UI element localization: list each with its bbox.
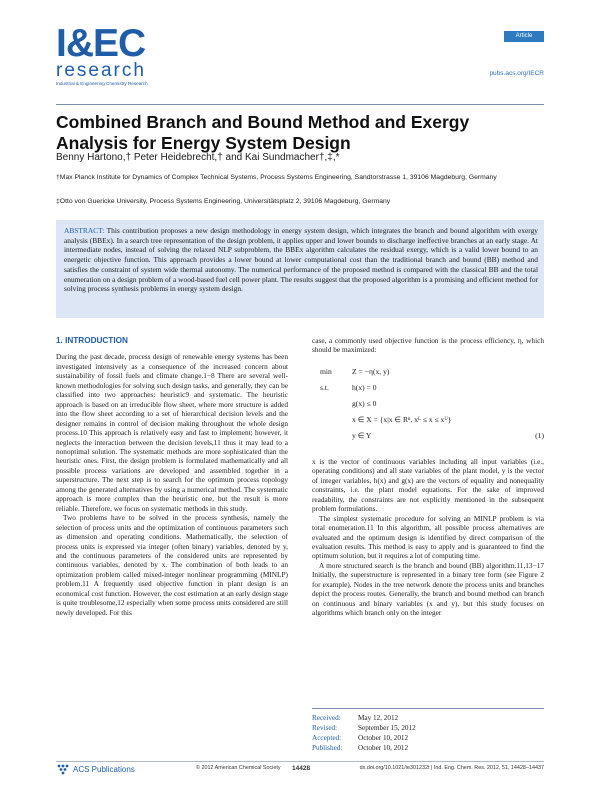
author-list: Benny Hartono,† Peter Heidebrecht,† and Kai Sundmacher†,‡,* — [56, 152, 340, 163]
section-heading: 1. INTRODUCTION — [56, 336, 128, 345]
equation-objective: Z = −η(x, y) — [352, 366, 390, 376]
date-label: Published: — [312, 744, 343, 752]
affiliation-1: †Max Planck Institute for Dynamics of Complex Technical Systems, Process Systems Engineering, Sandtorstrasse 1, 39106 Magdeburg, Germany — [56, 174, 497, 181]
logo-sub-text: research — [56, 60, 146, 81]
equation-constraint: h(x) = 0 — [352, 382, 377, 392]
equation-constraint: y ∈ Y — [352, 430, 372, 440]
footer-divider — [56, 761, 544, 762]
masthead-divider — [56, 104, 544, 105]
logo-tagline: Industrial & Engineering Chemistry Research — [56, 81, 148, 86]
acs-icon — [56, 763, 70, 775]
equation-1 — [312, 361, 544, 453]
equation-number: (1) — [535, 430, 544, 440]
doi-citation[interactable]: dx.doi.org/10.1021/ie301232t | Ind. Eng. Chem. Res. 2012, 51, 14428−14437 — [359, 765, 544, 771]
article-type-badge: Article — [504, 31, 544, 42]
page-number: 14428 — [292, 765, 311, 772]
intro-paragraph-4: x is the vector of continuous variables including all input variables (i.e., operating conditions) and all state variables of the plant model, y is the vector of integer variables, h(x) and g(x) are the vectors of equality and nonequality constraints, i.e. the plant model equations. For the sake of improved readability, the constraints are not explicitly mentioned in the subsequent problem formulations. — [312, 456, 544, 514]
left-column — [56, 336, 288, 617]
date-value: May 12, 2012 — [358, 714, 399, 722]
publisher-name: ACS Publications — [73, 764, 135, 774]
intro-paragraph-1: During the past decade, process design of renewable energy systems has been investigated intensively as a consequence of the increased concern about sustainability of fossil fuels and climate change.1−8 There are several well-known methodologies for solving such design tasks, and generally, they can be classified into two approaches: heuristic9 and systematic. The heuristic approach is based on an irreducible flow sheet, where more structure is added into the flow sheet according to a set of hierarchical decision levels and the designer remains in control of decision making throughout the whole design process.10 This approach is relatively easy and fast to implement; however, it neglects the interaction between the decision levels,11 thus it may lead to a nonoptimal solution. The systematic methods are more sophisticated than the heuristic ones. First, the design problem is formulated mathematically and all possible process variations are developed and assembled together in a superstructure. The next step is to search for the optimum process topology among the generated alternatives by using a numerical method. The systematic approach is more complex than the heuristic one, but the result is more reliable. Therefore, we focus on systematic methods in this study. — [56, 352, 288, 513]
intro-paragraph-2: Two problems have to be solved in the process synthesis, namely the selection of process units and the optimization of continuous parameters such as dimension and operating conditions. Mathematically, the selection of process units is expressed via integer (often binary) variables, denoted by y, and the continuous parameters of the considered units are represented by continuous variables, denoted by x. The combination of both leads to an optimization problem called mixed-integer nonlinear programming (MINLP) problem.11 A frequently used objective function in plant design is an economical cost function. However, the cost estimation at an early design stage is quite troublesome,12 especially when some process units considered are still newly developed. For this — [56, 513, 288, 617]
dates-divider — [312, 708, 544, 709]
date-label: Revised: — [312, 724, 338, 732]
journal-logo — [56, 22, 186, 86]
equation-constraint: x ∈ X = {x|x ∈ Rⁿ, xᴸ ≤ x ≤ xᵁ} — [352, 414, 452, 424]
equation-constraint: g(x) ≤ 0 — [352, 398, 377, 408]
abstract-body: This contribution proposes a new design methodology in energy system design, which integrates the branch and bound algorithm with exergy analysis (BBEx). In a search tree representation of the design problem, it applies upper and lower bounds to discharge ineffective branches at an early stage. At intermediate nodes, instead of solving the relaxed NLP subproblem, the BBEx algorithm calculates the residual exergy, which is a valid lower bound to an energetic objective function. This approach provides a lower bound at lower computational cost than the traditional branch and bound (BB) method and satisfies the constraint of system wide thermal autonomy. The numerical performance of the proposed method is compared with the classical BB and the total enumeration on a design problem of a wood-based fuel cell power plant. The results suggest that the proposed algorithm is a promising and efficient method for solving process synthesis problems in energy system design. — [64, 226, 538, 294]
intro-paragraph-5: The simplest systematic procedure for solving an MINLP problem is via total enumeration.11 In this algorithm, all possible process alternatives are evaluated and the optimum design is identified by direct comparison of the evaluation results. This method is easy to apply and is guaranteed to find the optimum solution, but it requires a lot of computing time. — [312, 513, 544, 561]
equation-keyword: min — [320, 366, 332, 376]
intro-paragraph-6: A more structured search is the branch and bound (BB) algorithm.11,13−17 Initially, the superstructure is represented in a binary tree form (see Figure 2 for example). Nodes in the tree network denote the process units and branches depict the process routes. Generally, the branch and bound method can branch on continuous and binary variables (x and y), but this study focuses on algorithms which branch only on the integer — [312, 560, 544, 618]
date-value: October 10, 2012 — [358, 744, 409, 752]
date-value: September 15, 2012 — [358, 724, 416, 732]
logo-main-text: I&EC — [56, 22, 146, 65]
right-column — [312, 336, 544, 618]
abstract — [64, 226, 538, 294]
publication-dates — [312, 713, 544, 753]
abstract-label: ABSTRACT: — [64, 226, 105, 235]
copyright-notice: © 2012 American Chemical Society — [196, 765, 281, 771]
affiliation-2: ‡Otto von Guericke University, Process Systems Engineering, Universitätsplatz 2, 39106 Magdeburg, Germany — [56, 198, 391, 205]
date-value: October 10, 2012 — [358, 734, 409, 742]
journal-url-link[interactable]: pubs.acs.org/IECR — [489, 70, 544, 77]
date-revised — [312, 723, 544, 733]
date-label: Accepted: — [312, 734, 342, 742]
date-received — [312, 713, 544, 723]
equation-keyword: s.t. — [320, 382, 329, 392]
article-title: Combined Branch and Bound Method and Exergy Analysis for Energy System Design — [56, 112, 470, 153]
publisher-logo[interactable] — [56, 763, 135, 775]
date-accepted — [312, 733, 544, 743]
intro-paragraph-3: case, a commonly used objective function is the process efficiency, η, which should be maximized: — [312, 336, 544, 355]
date-published — [312, 743, 544, 753]
date-label: Received: — [312, 714, 341, 722]
